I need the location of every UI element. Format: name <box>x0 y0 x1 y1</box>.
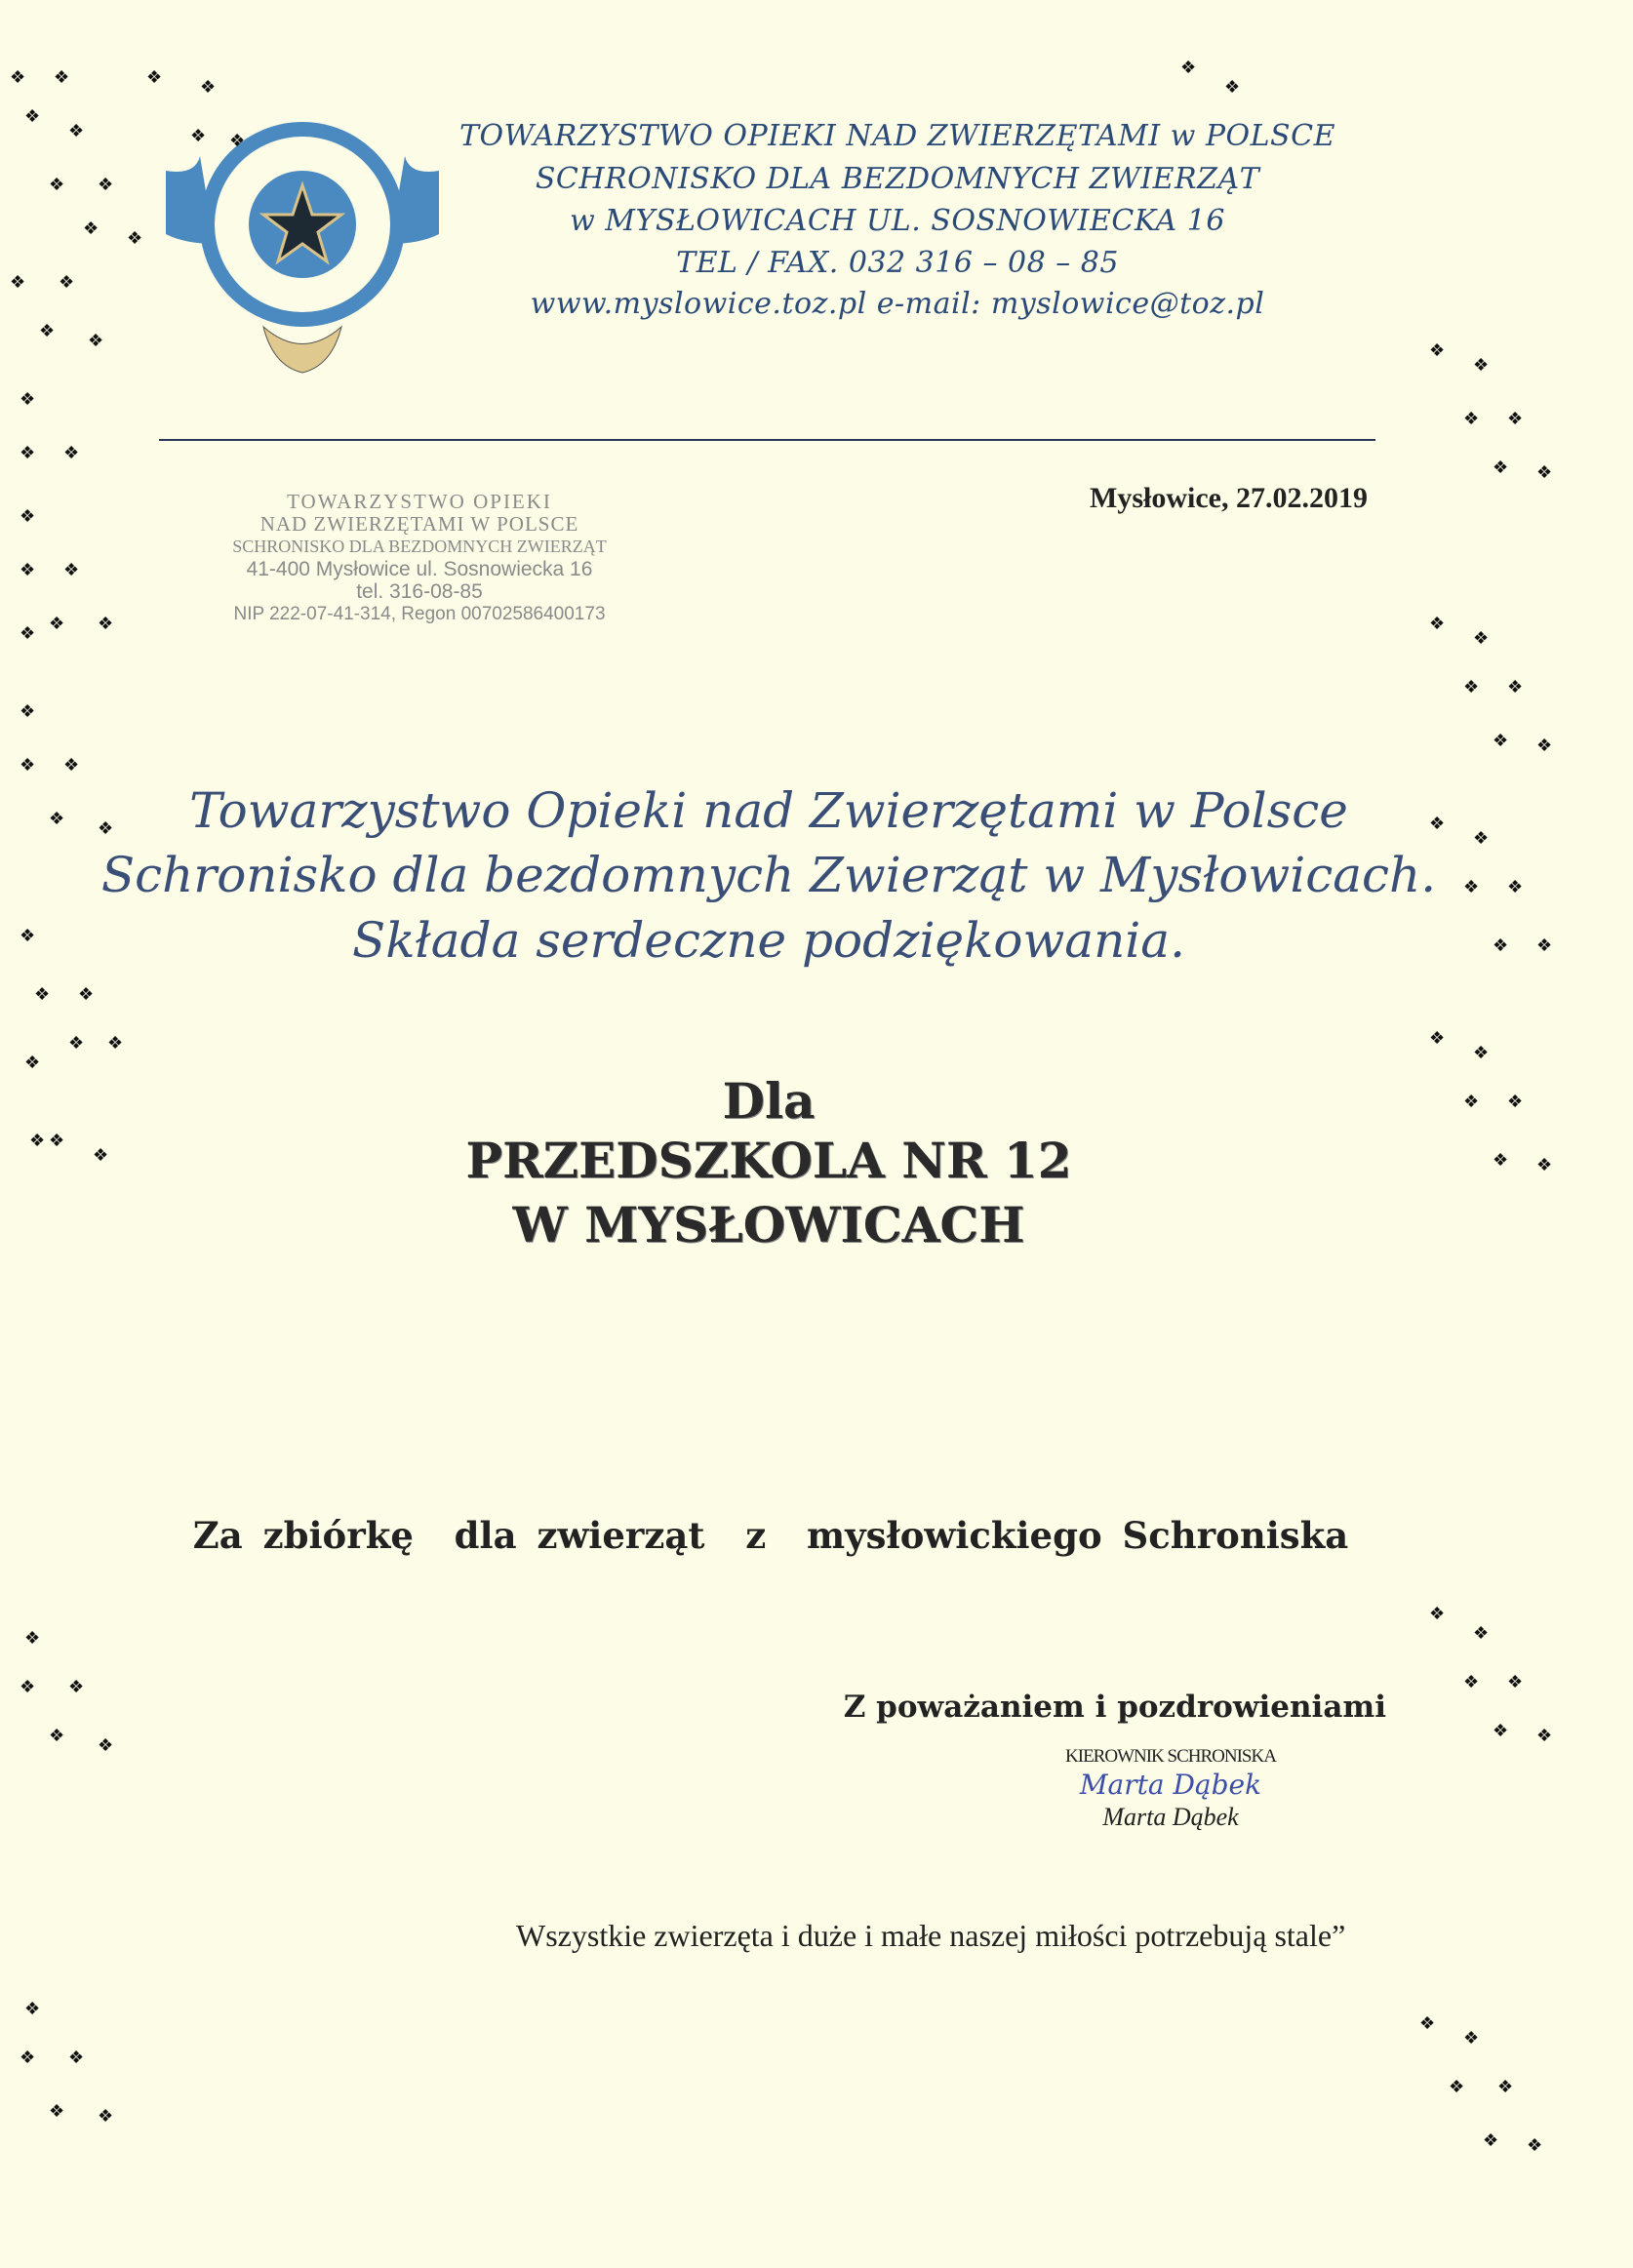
paw-print-icon: ❖ <box>68 1677 85 1696</box>
paw-print-icon: ❖ <box>1493 935 1509 955</box>
paw-print-icon: ❖ <box>83 219 100 238</box>
paw-print-icon: ❖ <box>1493 458 1509 477</box>
paw-print-icon: ❖ <box>93 1145 109 1165</box>
header-line-4: TEL / FAX. 032 316 – 08 – 85 <box>676 246 1119 280</box>
stamp-line: TOWARZYSTWO OPIEKI <box>287 490 552 513</box>
paw-print-icon: ❖ <box>68 2048 85 2067</box>
paw-print-icon: ❖ <box>1449 2077 1465 2096</box>
paw-print-icon: ❖ <box>98 614 114 633</box>
paw-print-icon: ❖ <box>49 1131 65 1150</box>
paw-print-icon: ❖ <box>20 701 36 721</box>
header-divider <box>159 439 1375 441</box>
paw-print-icon: ❖ <box>1463 409 1480 428</box>
stamp-line: NAD ZWIERZĘTAMI W POLSCE <box>259 512 579 536</box>
paw-print-icon: ❖ <box>1463 1092 1480 1111</box>
paw-print-icon: ❖ <box>146 67 163 87</box>
header-line-5: www.myslowice.toz.pl e-mail: myslowice@toz.pl <box>530 287 1265 321</box>
paw-print-icon: ❖ <box>1429 614 1446 633</box>
paw-print-icon: ❖ <box>1180 58 1197 77</box>
paw-print-icon: ❖ <box>54 67 70 87</box>
reason: Za zbiórkę dla zwierząt z mysłowickiego Schroniska <box>192 1514 1349 1557</box>
stamp-line: SCHRONISKO DLA BEZDOMNYCH ZWIERZĄT <box>232 537 607 556</box>
paw-print-icon: ❖ <box>1463 877 1480 896</box>
signature-name: Marta Dąbek <box>1102 1803 1239 1832</box>
paw-print-icon: ❖ <box>20 389 36 409</box>
paw-print-icon: ❖ <box>1224 77 1241 97</box>
paw-print-icon: ❖ <box>49 1726 65 1745</box>
paw-print-icon: ❖ <box>88 331 104 350</box>
paw-print-icon: ❖ <box>10 272 26 292</box>
paw-print-icon: ❖ <box>24 1053 41 1072</box>
paw-print-icon: ❖ <box>1463 677 1480 696</box>
paw-print-icon: ❖ <box>24 1628 41 1648</box>
handwritten-signature: Marta Dąbek <box>1079 1768 1262 1801</box>
paw-print-icon: ❖ <box>1429 814 1446 833</box>
paw-print-icon: ❖ <box>1483 2130 1499 2150</box>
paw-print-icon: ❖ <box>1536 935 1553 955</box>
header-line-1: TOWARZYSTWO OPIEKI NAD ZWIERZĘTAMI w POLSCE <box>459 119 1335 153</box>
paw-print-icon: ❖ <box>20 560 36 579</box>
paw-print-icon: ❖ <box>1507 877 1524 896</box>
paw-print-icon: ❖ <box>68 121 85 140</box>
signature-block <box>1015 1746 1327 1832</box>
stamp-line: tel. 316-08-85 <box>356 580 483 603</box>
recipient-line-2: PRZEDSZKOLA NR 12 <box>465 1132 1072 1189</box>
paw-print-icon: ❖ <box>39 321 56 340</box>
paw-print-icon: ❖ <box>20 2048 36 2067</box>
paw-print-icon: ❖ <box>20 1677 36 1696</box>
paw-print-icon: ❖ <box>1536 736 1553 755</box>
paw-print-icon: ❖ <box>49 809 65 828</box>
paw-print-icon: ❖ <box>24 1999 41 2018</box>
paw-print-icon: ❖ <box>1507 409 1524 428</box>
paw-print-icon: ❖ <box>1527 2135 1543 2155</box>
paw-print-icon: ❖ <box>63 755 80 775</box>
paw-print-icon: ❖ <box>1473 828 1490 848</box>
paw-print-icon: ❖ <box>229 131 246 150</box>
paw-print-icon: ❖ <box>98 818 114 838</box>
closing: Z poważaniem i pozdrowieniami <box>843 1690 1386 1725</box>
intro-line-1: Towarzystwo Opieki nad Zwierzętami w Polsce <box>189 782 1348 839</box>
recipient-line-1: Dla <box>722 1072 816 1130</box>
paw-print-icon: ❖ <box>20 623 36 643</box>
paw-print-icon: ❖ <box>24 106 41 126</box>
paw-print-icon: ❖ <box>10 67 26 87</box>
paw-print-icon: ❖ <box>1493 731 1509 750</box>
paw-print-icon: ❖ <box>98 1735 114 1755</box>
paw-print-icon: ❖ <box>49 614 65 633</box>
paw-print-icon: ❖ <box>98 175 114 194</box>
stamp-line: 41-400 Mysłowice ul. Sosnowiecka 16 <box>246 558 593 580</box>
paw-print-icon: ❖ <box>49 2101 65 2121</box>
paw-print-icon: ❖ <box>59 272 75 292</box>
paw-print-icon: ❖ <box>1493 1721 1509 1740</box>
paw-print-icon: ❖ <box>1507 677 1524 696</box>
paw-print-icon: ❖ <box>1507 1672 1524 1691</box>
stamp-line: NIP 222-07-41-314, Regon 00702586400173 <box>233 604 606 624</box>
header-line-3: w MYSŁOWICACH UL. SOSNOWIECKA 16 <box>570 204 1225 238</box>
header-line-2: SCHRONISKO DLA BEZDOMNYCH ZWIERZĄT <box>535 162 1260 196</box>
paw-print-icon: ❖ <box>20 926 36 945</box>
paw-print-icon: ❖ <box>1429 1604 1446 1623</box>
paw-print-icon: ❖ <box>1473 1043 1490 1062</box>
paw-print-icon: ❖ <box>200 77 217 97</box>
paw-print-icon: ❖ <box>98 2106 114 2126</box>
paw-print-icon: ❖ <box>1463 1672 1480 1691</box>
paw-print-icon: ❖ <box>68 1033 85 1053</box>
date: Mysłowice, 27.02.2019 <box>1090 482 1368 514</box>
paw-print-icon: ❖ <box>20 443 36 462</box>
paw-print-icon: ❖ <box>1419 2013 1436 2033</box>
paw-print-icon: ❖ <box>1497 2077 1514 2096</box>
paw-print-icon: ❖ <box>1507 1092 1524 1111</box>
paw-print-icon: ❖ <box>1463 2028 1480 2048</box>
paw-print-icon: ❖ <box>1536 1726 1553 1745</box>
paw-print-icon: ❖ <box>20 506 36 526</box>
paw-print-icon: ❖ <box>1473 355 1490 375</box>
paw-print-icon: ❖ <box>29 1131 46 1150</box>
recipient-line-3: W MYSŁOWICACH <box>512 1196 1025 1253</box>
paw-print-icon: ❖ <box>190 126 207 145</box>
paw-print-icon: ❖ <box>1429 340 1446 360</box>
paw-print-icon: ❖ <box>107 1033 124 1053</box>
paw-print-icon: ❖ <box>1473 1623 1490 1643</box>
paw-print-icon: ❖ <box>20 755 36 775</box>
paw-print-icon: ❖ <box>1536 1155 1553 1174</box>
stamp <box>195 491 644 625</box>
intro-line-3: Składa serdeczne podziękowania. <box>351 912 1185 969</box>
paw-print-icon: ❖ <box>34 984 51 1004</box>
paw-print-icon: ❖ <box>78 984 95 1004</box>
paw-print-icon: ❖ <box>127 228 143 248</box>
paw-print-icon: ❖ <box>1493 1150 1509 1170</box>
paw-print-icon: ❖ <box>1536 462 1553 482</box>
paw-print-icon: ❖ <box>49 175 65 194</box>
intro-line-2: Schronisko dla bezdomnych Zwierząt w Mysłowicach. <box>100 847 1437 903</box>
paw-print-icon: ❖ <box>63 560 80 579</box>
signature-title: KIEROWNIK SCHRONISKA <box>1065 1746 1276 1767</box>
paw-print-icon: ❖ <box>63 443 80 462</box>
quote: Wszystkie zwierzęta i duże i małe naszej miłości potrzebują stale” <box>516 1918 1346 1953</box>
paw-print-icon: ❖ <box>1429 1028 1446 1048</box>
paw-print-icon: ❖ <box>1473 628 1490 648</box>
